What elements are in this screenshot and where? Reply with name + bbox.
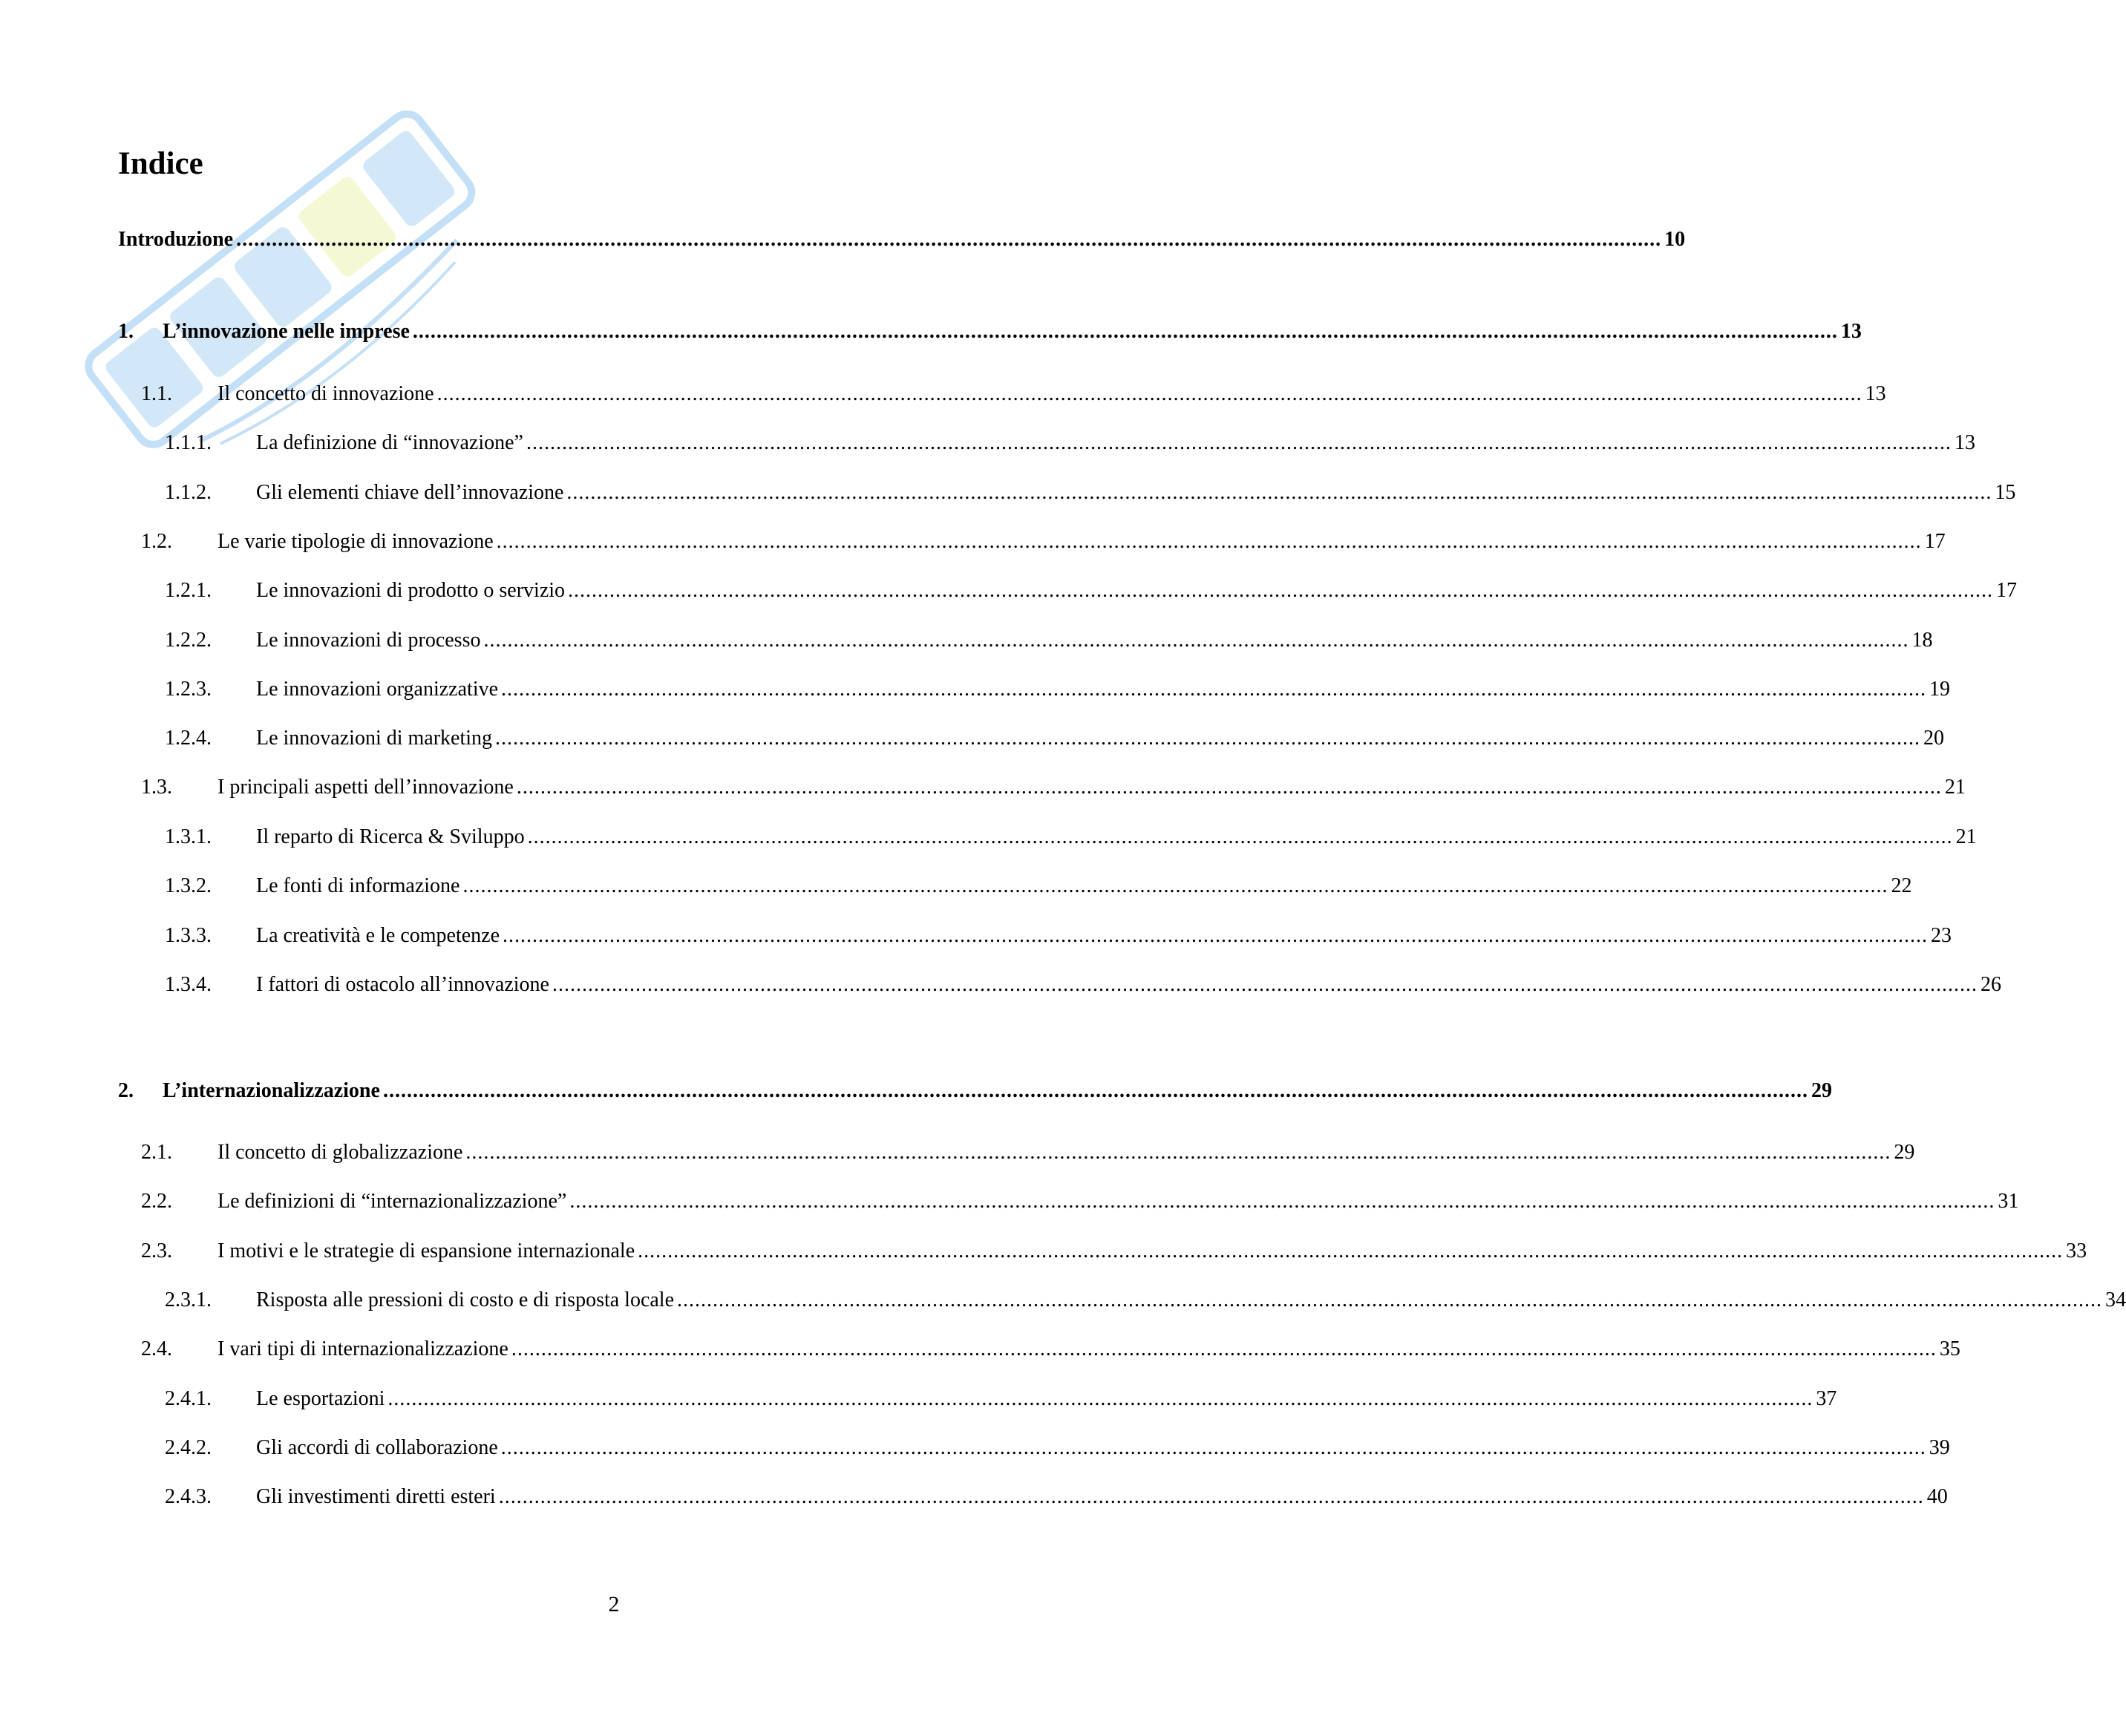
toc-entry-title: Le fonti di informazione — [256, 874, 460, 897]
toc-dot-leader: ................................................................................................................................................................................................................................................ — [552, 973, 1978, 996]
toc-entry-title: Il concetto di innovazione — [217, 382, 434, 405]
toc-entry[interactable] — [165, 721, 1945, 751]
toc-entry-page: 29 — [1811, 1079, 1832, 1102]
toc-entry[interactable] — [141, 377, 1886, 407]
toc-entry[interactable] — [165, 1382, 1837, 1412]
toc-entry[interactable] — [165, 672, 1951, 702]
toc-dot-leader: ................................................................................................................................................................................................................................................ — [412, 320, 1838, 343]
page-title: Indice — [118, 146, 203, 181]
toc-entry-page: 29 — [1894, 1141, 1915, 1164]
toc-entry-page: 19 — [1929, 678, 1951, 701]
toc-entry-title: Le esportazioni — [256, 1387, 385, 1410]
toc-dot-leader: ................................................................................................................................................................................................................................................ — [568, 579, 1994, 602]
toc-dot-leader: ................................................................................................................................................................................................................................................ — [516, 776, 1942, 799]
toc-entry[interactable] — [141, 1234, 2087, 1264]
toc-entry[interactable] — [165, 1283, 2126, 1313]
toc-entry-page: 31 — [1998, 1190, 2019, 1213]
toc-entry-number: 2.4.3. — [165, 1485, 212, 1508]
toc-entry-title: Le innovazioni di marketing — [256, 727, 493, 750]
toc-entry[interactable] — [118, 1074, 1832, 1104]
toc-dot-leader: ................................................................................................................................................................................................................................................ — [503, 924, 1929, 947]
toc-entry-page: 21 — [1944, 776, 1966, 799]
toc-entry-number: 1.3. — [141, 776, 172, 799]
toc-entry[interactable] — [165, 869, 1912, 899]
toc-entry-title: Risposta alle pressioni di costo e di risposta locale — [256, 1288, 675, 1311]
toc-entry-page: 20 — [1923, 727, 1945, 750]
toc-entry-title: Introduzione — [118, 228, 234, 251]
toc-entry-number: 1.3.2. — [165, 874, 212, 897]
toc-entry-title: La creatività e le competenze — [256, 924, 500, 947]
toc-dot-leader: ................................................................................................................................................................................................................................................ — [569, 1190, 1995, 1213]
toc-dot-leader: ................................................................................................................................................................................................................................................ — [465, 1141, 1891, 1164]
toc-dot-leader: ................................................................................................................................................................................................................................................ — [511, 1337, 1937, 1360]
toc-entry-title: L’innovazione nelle imprese — [163, 320, 410, 343]
toc-entry-number: 1.2. — [141, 530, 172, 553]
toc-entry-title: I fattori di ostacolo all’innovazione — [256, 973, 549, 996]
toc-entry-title: Gli investimenti diretti esteri — [256, 1485, 496, 1508]
toc-entry-number: 1.2.3. — [165, 678, 212, 701]
toc-entry-number: 2.4.2. — [165, 1436, 212, 1459]
toc-entry-page: 23 — [1931, 924, 1952, 947]
toc-entry-page: 18 — [1911, 629, 1933, 652]
toc-entry[interactable] — [118, 315, 1862, 344]
page-number: 2 — [608, 1592, 620, 1617]
toc-dot-leader: ................................................................................................................................................................................................................................................ — [566, 481, 1992, 504]
toc-entry-page: 39 — [1929, 1436, 1950, 1459]
toc-entry[interactable] — [165, 968, 2001, 998]
toc-entry-page: 35 — [1939, 1337, 1960, 1360]
toc-entry-title: Le definizioni di “internazionalizzazione” — [217, 1190, 567, 1213]
toc-entry[interactable] — [165, 919, 1952, 949]
toc-entry[interactable] — [165, 820, 1977, 850]
toc-entry-page: 17 — [1924, 530, 1946, 553]
toc-entry-title: Le varie tipologie di innovazione — [217, 530, 494, 553]
toc-dot-leader: ................................................................................................................................................................................................................................................ — [638, 1239, 2064, 1262]
toc-entry-number: 2.4.1. — [165, 1387, 212, 1410]
toc-entry-number: 2.2. — [141, 1190, 172, 1213]
toc-entry-page: 13 — [1954, 431, 1975, 454]
toc-entry-title: Gli elementi chiave dell’innovazione — [256, 481, 564, 504]
toc-entry-number: 1.3.1. — [165, 825, 212, 848]
toc-entry[interactable] — [141, 1136, 1915, 1165]
toc-entry-page: 17 — [1996, 579, 2018, 602]
toc-entry[interactable] — [165, 426, 1975, 456]
toc-entry-page: 21 — [1955, 825, 1977, 848]
toc-entry[interactable] — [141, 525, 1946, 554]
toc-entry-title: I vari tipi di internazionalizzazione — [217, 1337, 508, 1360]
toc-entry-page: 13 — [1840, 320, 1862, 343]
toc-entry-number: 1.1.1. — [165, 431, 212, 454]
toc-dot-leader: ................................................................................................................................................................................................................................................ — [526, 431, 1952, 454]
toc-entry-page: 33 — [2066, 1239, 2087, 1262]
toc-entry-title: Il reparto di Ricerca & Sviluppo — [256, 825, 525, 848]
toc-entry[interactable] — [141, 1332, 1960, 1362]
toc-entry-title: I motivi e le strategie di espansione internazionale — [217, 1239, 635, 1262]
toc-entry-number: 1.1. — [141, 382, 172, 405]
toc-entry-page: 22 — [1891, 874, 1912, 897]
toc-dot-leader: ................................................................................................................................................................................................................................................ — [677, 1288, 2103, 1311]
toc-entry[interactable] — [165, 1431, 1950, 1461]
toc-entry-number: 1.3.4. — [165, 973, 212, 996]
toc-entry-title: Il concetto di globalizzazione — [217, 1141, 463, 1164]
toc-entry-page: 10 — [1664, 228, 1686, 251]
toc-entry-title: I principali aspetti dell’innovazione — [217, 776, 514, 799]
toc-entry-title: Le innovazioni organizzative — [256, 678, 499, 701]
toc-entry-number: 1.2.2. — [165, 629, 212, 652]
toc-dot-leader: ................................................................................................................................................................................................................................................ — [527, 825, 1953, 848]
toc-entry-page: 13 — [1865, 382, 1886, 405]
toc-entry-number: 1. — [118, 320, 134, 343]
toc-dot-leader: ................................................................................................................................................................................................................................................ — [236, 228, 1662, 251]
toc-entry-number: 1.1.2. — [165, 481, 212, 504]
toc-dot-leader: ................................................................................................................................................................................................................................................ — [501, 678, 1927, 701]
toc-dot-leader: ................................................................................................................................................................................................................................................ — [495, 727, 1921, 750]
toc-entry[interactable] — [141, 1185, 2019, 1214]
toc-entry[interactable] — [165, 476, 2016, 505]
toc-entry-title: La definizione di “innovazione” — [256, 431, 523, 454]
toc-entry-page: 34 — [2105, 1288, 2126, 1311]
toc-entry-title: L’internazionalizzazione — [163, 1079, 380, 1102]
toc-dot-leader: ................................................................................................................................................................................................................................................ — [483, 629, 1909, 652]
toc-entry-number: 1.2.4. — [165, 727, 212, 750]
toc-entry-page: 26 — [1980, 973, 2001, 996]
toc-entry[interactable] — [165, 574, 2018, 603]
toc-entry-number: 1.3.3. — [165, 924, 212, 947]
toc-entry[interactable] — [118, 223, 1686, 252]
toc-entry-number: 1.2.1. — [165, 579, 212, 602]
toc-entry[interactable] — [165, 1480, 1948, 1510]
toc-dot-leader: ................................................................................................................................................................................................................................................ — [462, 874, 1888, 897]
toc-dot-leader: ................................................................................................................................................................................................................................................ — [498, 1485, 1924, 1508]
toc-entry-number: 2.3.1. — [165, 1288, 212, 1311]
toc-dot-leader: ................................................................................................................................................................................................................................................ — [436, 382, 1862, 405]
toc-entry-page: 37 — [1816, 1387, 1837, 1410]
toc-entry-title: Le innovazioni di prodotto o servizio — [256, 579, 566, 602]
toc-entry-number: 2.4. — [141, 1337, 172, 1360]
toc-entry[interactable] — [165, 623, 1933, 653]
toc-entry-title: Le innovazioni di processo — [256, 629, 481, 652]
toc-dot-leader: ................................................................................................................................................................................................................................................ — [496, 530, 1922, 553]
toc-entry-number: 2. — [118, 1079, 134, 1102]
toc-entry-number: 2.1. — [141, 1141, 172, 1164]
toc-dot-leader: ................................................................................................................................................................................................................................................ — [500, 1436, 1926, 1459]
toc-entry-number: 2.3. — [141, 1239, 172, 1262]
toc-entry-page: 40 — [1926, 1485, 1948, 1508]
toc-entry-page: 15 — [1995, 481, 2016, 504]
toc-dot-leader: ................................................................................................................................................................................................................................................ — [382, 1079, 1808, 1102]
toc-entry[interactable] — [141, 770, 1966, 800]
toc-dot-leader: ................................................................................................................................................................................................................................................ — [387, 1387, 1813, 1410]
toc-entry-title: Gli accordi di collaborazione — [256, 1436, 498, 1459]
